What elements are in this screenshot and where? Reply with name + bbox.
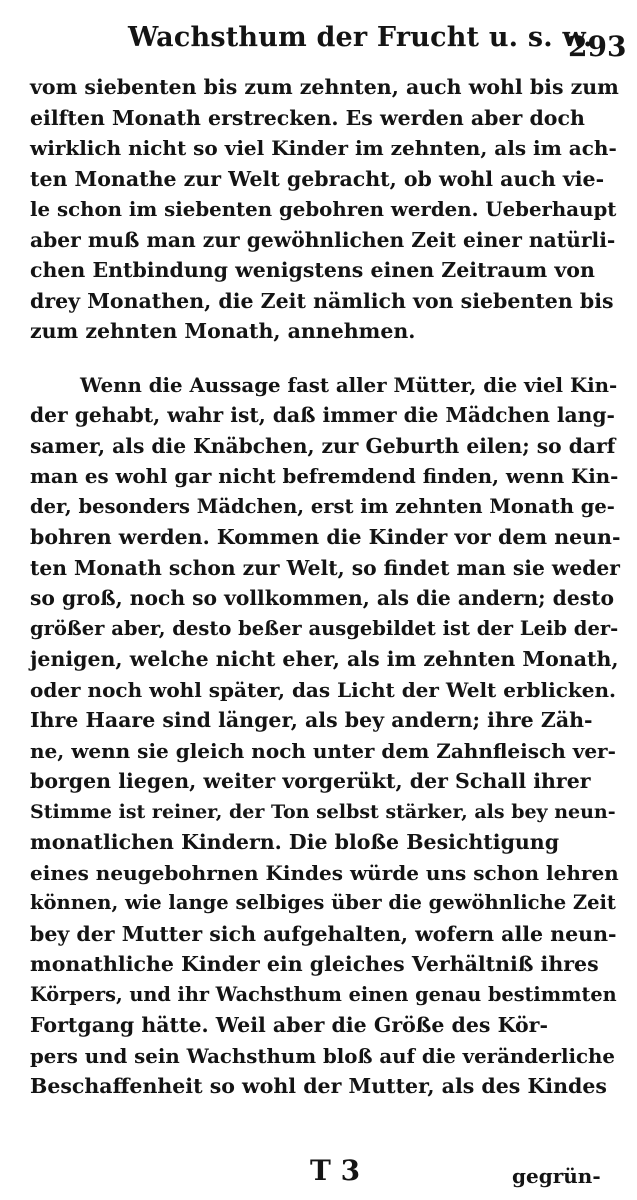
text-line: monathliche Kinder ein gleiches Verhältniß ihres xyxy=(30,952,599,976)
text-line: ten Monathe zur Welt gebracht, ob wohl auch vie- xyxy=(30,166,605,191)
text-line: der gehabt, wahr ist, daß immer die Mädchen lang- xyxy=(30,403,615,427)
body-text xyxy=(30,72,620,1102)
text-line: bohren werden. Kommen die Kinder vor dem neun- xyxy=(30,525,621,549)
running-head-title: Wachsthum der Frucht u. s. w. xyxy=(128,22,593,53)
catchword: gegrün- xyxy=(512,1164,601,1188)
text-line: Körpers, und ihr Wachsthum einen genau bestimmten xyxy=(30,982,617,1006)
text-line: der, besonders Mädchen, erst im zehnten Monath ge- xyxy=(30,494,615,518)
page-footer xyxy=(0,1150,637,1195)
text-line: chen Entbindung wenigstens einen Zeitraum von xyxy=(30,258,595,282)
text-line: Fortgang hätte. Weil aber die Größe des Kör- xyxy=(30,1013,548,1037)
text-line: le schon im siebenten gebohren werden. Ueberhaupt xyxy=(30,197,617,221)
text-line: samer, als die Knäbchen, zur Geburth eilen; so darf xyxy=(30,433,616,458)
text-line: ne, wenn sie gleich noch unter dem Zahnfleisch ver- xyxy=(30,738,616,763)
text-line: man es wohl gar nicht befremdend finden, wenn Kin- xyxy=(30,464,619,488)
text-line: drey Monathen, die Zeit nämlich von siebenten bis xyxy=(30,288,614,313)
text-line: eilften Monath erstrecken. Es werden aber doch xyxy=(30,105,585,130)
text-line: so groß, noch so vollkommen, als die andern; desto xyxy=(30,586,614,610)
text-line: oder noch wohl später, das Licht der Welt erblicken. xyxy=(30,677,616,702)
text-line: aber muß man zur gewöhnlichen Zeit einer natürli- xyxy=(30,227,616,252)
text-line: Stimme ist reiner, der Ton selbst stärker, als bey neun- xyxy=(30,800,616,823)
text-line: monatlichen Kindern. Die bloße Besichtigung xyxy=(30,830,560,854)
text-line: bey der Mutter sich aufgehalten, wofern alle neun- xyxy=(30,921,617,946)
text-line: eines neugebohrnen Kindes würde uns schon lehren xyxy=(30,860,619,885)
text-line: größer aber, desto beßer ausgebildet ist der Leib der- xyxy=(30,616,619,640)
signature-mark: T 3 xyxy=(310,1154,361,1187)
page-number: 293 xyxy=(568,30,627,63)
paragraph xyxy=(30,370,620,1102)
text-line: ten Monath schon zur Welt, so findet man sie weder xyxy=(30,555,620,580)
text-line: pers und sein Wachsthum bloß auf die veränderliche xyxy=(30,1043,615,1068)
text-line: vom siebenten bis zum zehnten, auch wohl bis zum xyxy=(30,75,619,99)
text-line: Ihre Haare sind länger, als bey andern; ihre Zäh- xyxy=(30,708,593,732)
text-line: Beschaffenheit so wohl der Mutter, als des Kindes xyxy=(30,1074,607,1098)
text-line: Wenn die Aussage fast aller Mütter, die viel Kin- xyxy=(80,372,618,397)
paragraph xyxy=(30,72,620,347)
text-line: können, wie lange selbiges über die gewöhnliche Zeit xyxy=(30,891,616,914)
text-line: wirklich nicht so viel Kinder im zehnten, als im ach- xyxy=(30,136,617,160)
running-head xyxy=(0,10,637,66)
text-line: zum zehnten Monath, annehmen. xyxy=(30,319,416,343)
text-line: jenigen, welche nicht eher, als im zehnten Monath, xyxy=(30,647,619,671)
text-line: borgen liegen, weiter vorgerükt, der Schall ihrer xyxy=(30,769,591,793)
